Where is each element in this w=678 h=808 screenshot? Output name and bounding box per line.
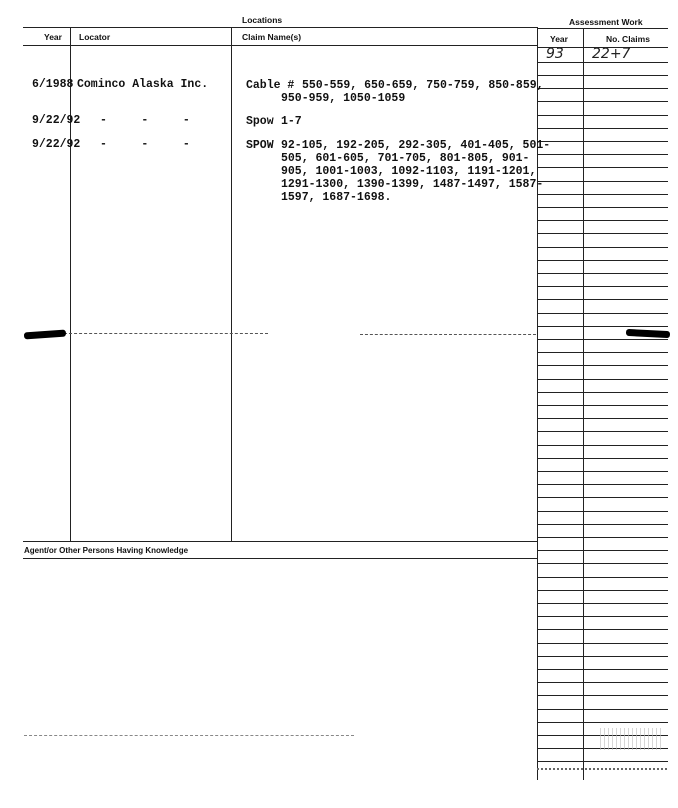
entry-3-locator: - - - (100, 138, 190, 151)
agents-rule (23, 558, 538, 559)
entry-3-claim-line-3: 905, 1001-1003, 1092-1103, 1191-1201, (281, 165, 537, 178)
locator-claim-divider (231, 28, 232, 541)
assessment-row-line (537, 616, 668, 617)
entry-1-year: 6/1988 (32, 78, 74, 91)
assessment-row-line (537, 154, 668, 155)
assessment-row-line (537, 207, 668, 208)
assessment-row-line (537, 629, 668, 630)
assessment-row-line (537, 128, 668, 129)
entry-2-year: 9/22/92 (32, 114, 81, 127)
assessment-row-line (537, 62, 668, 63)
assessment-row-line (537, 365, 668, 366)
assessment-row-line (537, 458, 668, 459)
scan-speckle (600, 728, 664, 750)
assessment-row-line (537, 273, 668, 274)
assessment-year-value: 93 (546, 46, 564, 62)
scan-bottom-edge (537, 768, 667, 770)
assessment-row-line (537, 313, 668, 314)
assessment-row-line (537, 101, 668, 102)
entry-2-locator: - - - (100, 114, 190, 127)
assessment-row-line (537, 722, 668, 723)
locations-title: Locations (242, 15, 283, 25)
binder-mark-left (24, 330, 66, 340)
assessment-work-title: Assessment Work (569, 17, 643, 27)
assessment-row-line (537, 339, 668, 340)
assessment-row-line (537, 603, 668, 604)
col-no-claims-header: No. Claims (606, 34, 650, 44)
assessment-row-line (537, 75, 668, 76)
entry-3-claim-line-2: 505, 601-605, 701-705, 801-805, 901- (281, 152, 530, 165)
assessment-row-line (537, 405, 668, 406)
entry-3-claim-line-4: 1291-1300, 1390-1399, 1487-1497, 1587- (281, 178, 544, 191)
col-assess-year-header: Year (550, 34, 568, 44)
assessment-row-line (537, 445, 668, 446)
entry-1-claim-line-1: 550-559, 650-659, 750-759, 850-859, (302, 79, 544, 92)
header-top-rule (23, 27, 538, 28)
year-locator-divider (70, 28, 71, 541)
assessment-row-line (537, 563, 668, 564)
assessment-row-line (537, 537, 668, 538)
assessment-row-line (537, 484, 668, 485)
assessment-row-line (537, 392, 668, 393)
assessment-row-line (537, 88, 668, 89)
assessment-row-line (537, 656, 668, 657)
entry-3-claim-line-5: 1597, 1687-1698. (281, 191, 392, 204)
assessment-row-line (537, 550, 668, 551)
assessment-row-line (537, 233, 668, 234)
assessment-row-line (537, 220, 668, 221)
col-year-header: Year (44, 32, 62, 42)
assessment-top-rule (537, 28, 668, 29)
header-bottom-rule (23, 45, 538, 46)
assessment-row-line (537, 497, 668, 498)
entry-1-locator: Cominco Alaska Inc. (77, 78, 209, 91)
assessment-row-line (537, 299, 668, 300)
entry-3-claim-prefix: SPOW (246, 139, 274, 152)
assessment-row-line (537, 167, 668, 168)
entry-1-claim-line-2: 950-959, 1050-1059 (281, 92, 406, 105)
col-locator-header: Locator (79, 32, 111, 42)
assessment-row-line (537, 669, 668, 670)
assessment-row-line (537, 471, 668, 472)
assessment-row-line (537, 709, 668, 710)
scan-dash-line-bottom (24, 735, 354, 736)
entry-2-claim-prefix: Spow (246, 115, 274, 128)
locations-bottom-rule (23, 541, 538, 542)
assessment-row-line (537, 761, 668, 762)
assessment-row-line (537, 418, 668, 419)
assessment-row-line (537, 181, 668, 182)
assessment-row-line (537, 511, 668, 512)
col-claim-names-header: Claim Name(s) (242, 32, 302, 42)
assessment-row-line (537, 247, 668, 248)
scan-dash-line-left (64, 333, 268, 334)
assessment-row-line (537, 590, 668, 591)
assessment-row-line (537, 695, 668, 696)
assessment-row-line (537, 260, 668, 261)
assessment-row-line (537, 141, 668, 142)
assessment-row-line (537, 115, 668, 116)
assessment-claims-value: 22+7 (592, 46, 631, 62)
assessment-row-line (537, 577, 668, 578)
assessment-row-line (537, 326, 668, 327)
scan-dash-line-right (360, 334, 536, 335)
assessment-row-line (537, 379, 668, 380)
assessment-row-line (537, 682, 668, 683)
assessment-row-line (537, 194, 668, 195)
entry-3-year: 9/22/92 (32, 138, 81, 151)
binder-mark-right (626, 329, 670, 338)
agents-label: Agent/or Other Persons Having Knowledge (24, 546, 189, 555)
assessment-row-line (537, 352, 668, 353)
entry-2-claim-line-1: 1-7 (281, 115, 302, 128)
entry-1-claim-prefix: Cable # (246, 79, 295, 92)
assessment-row-line (537, 431, 668, 432)
entry-3-claim-line-1: 92-105, 192-205, 292-305, 401-405, 501- (281, 139, 551, 152)
assessment-row-line (537, 524, 668, 525)
assessment-row-line (537, 286, 668, 287)
assessment-row-line (537, 643, 668, 644)
